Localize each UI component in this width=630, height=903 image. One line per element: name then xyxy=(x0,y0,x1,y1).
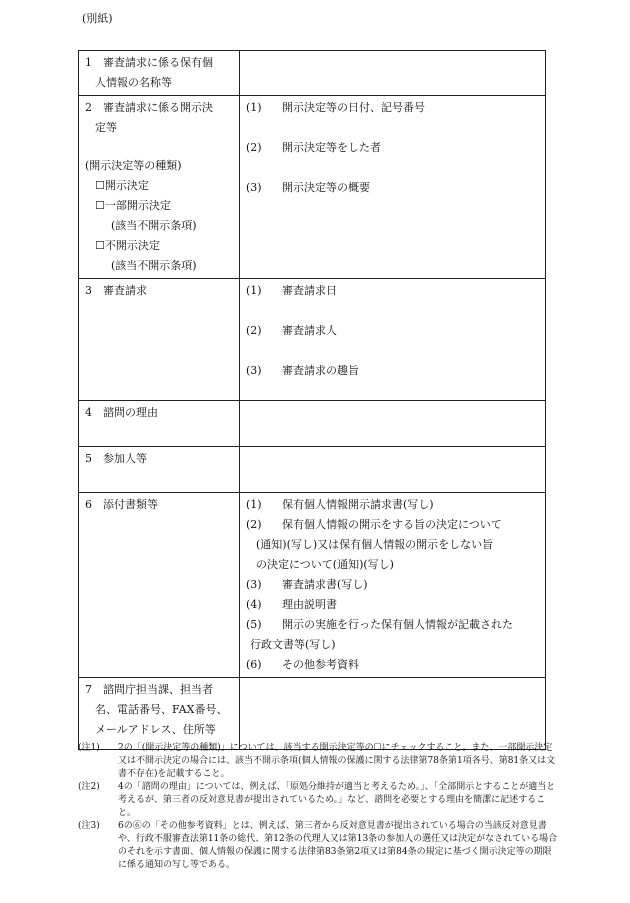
nondisclosure-clause-label: (該当不開示条項) xyxy=(111,259,197,272)
footnote xyxy=(78,781,558,820)
label-line: 4 諮問の理由 xyxy=(85,406,158,419)
nondisclosure-clause-label: (該当不開示条項) xyxy=(111,219,197,232)
label-line: メールアドレス、住所等 xyxy=(95,723,216,736)
checkbox-partial-disclosure[interactable]: ☐一部開示決定 xyxy=(95,199,171,212)
checkbox-nondisclosure[interactable]: ☐不開示決定 xyxy=(95,239,160,252)
checkbox-full-disclosure[interactable]: ☐開示決定 xyxy=(95,179,149,192)
decision-type-heading: (開示決定等の種類) xyxy=(85,159,182,172)
content-item-continuation: の決定について(通知)(写し) xyxy=(256,558,394,571)
footnote-text: 6の⑥の「その他参考資料」とは、例えば、第三者から反対意見書が提出されている場合の当該反対意見書や、行政不服審査法第11条の総代、第12条の代理人又は第13条の参加人の選任又は決定がなされている場合のそれを示す書面、個人情報の保護に関する法律第83条第2項又は第84条の規定に基づく開示決定等の期限に係る通知の写し等である。 xyxy=(118,821,558,870)
row-disclosure-decision xyxy=(79,96,546,279)
label-line: 7 諮問庁担当課、担当者 xyxy=(85,683,213,696)
content-item: (3) 審査請求の趣旨 xyxy=(246,364,359,377)
label-line: 定等 xyxy=(95,121,117,134)
attachment-label: (別紙) xyxy=(82,12,113,25)
row-participants xyxy=(79,447,546,493)
footnote-text: 4の「諮問の理由」については、例えば、「原処分維持が適当と考えるため。」、「全部開示とすることが適当と考えるが、第三者の反対意見書が提出されているため。」など、諮問を必要とする理由を簡潔に記述すること。 xyxy=(118,782,556,818)
content-item: (4) 理由説明書 xyxy=(246,598,337,611)
content-item: (2) 審査請求人 xyxy=(246,324,337,337)
label-line: 6 添付書類等 xyxy=(85,498,158,511)
row-content xyxy=(240,493,546,678)
label-line: 3 審査請求 xyxy=(85,284,147,297)
row-content-empty[interactable] xyxy=(240,51,546,96)
footnote-label: (注2) xyxy=(78,782,100,792)
label-line: 名、電話番号、FAX番号、 xyxy=(95,703,228,716)
label-line: 2 審査請求に係る開示決 xyxy=(85,101,213,114)
content-item: (2) 保有個人情報の開示をする旨の決定について xyxy=(246,518,502,531)
row-label xyxy=(79,401,240,447)
row-content-empty[interactable] xyxy=(240,401,546,447)
content-item: (3) 審査請求書(写し) xyxy=(246,578,368,591)
content-item: (5) 開示の実施を行った保有個人情報が記載された xyxy=(246,618,513,631)
footnote-label: (注1) xyxy=(78,743,100,753)
footnote xyxy=(78,742,558,781)
row-label xyxy=(79,493,240,678)
row-content-empty[interactable] xyxy=(240,678,546,750)
row-label xyxy=(79,96,240,279)
label-line: 5 参加人等 xyxy=(85,452,147,465)
content-item: (1) 保有個人情報開示請求書(写し) xyxy=(246,498,434,511)
row-content-empty[interactable] xyxy=(240,447,546,493)
content-item: (3) 開示決定等の概要 xyxy=(246,181,370,194)
row-label xyxy=(79,279,240,401)
content-item-continuation: 行政文書等(写し) xyxy=(250,638,336,651)
row-content xyxy=(240,96,546,279)
row-label xyxy=(79,51,240,96)
row-label xyxy=(79,447,240,493)
footnote-text: 2の「(開示決定等の種類)」については、該当する開示決定等の☐にチェックすること。また、一部開示決定又は不開示決定の場合には、該当不開示条項(個人情報の保護に関する法律第78条第1項各号、第81条又は文書不存在)を記載すること。 xyxy=(118,743,556,779)
content-item-continuation: (通知)(写し)又は保有個人情報の開示をしない旨 xyxy=(256,538,494,551)
content-item: (2) 開示決定等をした者 xyxy=(246,141,381,154)
label-line: 人情報の名称等 xyxy=(95,76,172,89)
footnote-label: (注3) xyxy=(78,821,100,831)
footnotes xyxy=(78,742,558,872)
label-line: 1 審査請求に係る保有個 xyxy=(85,56,213,69)
content-item: (1) 開示決定等の日付、記号番号 xyxy=(246,101,425,114)
row-review-request xyxy=(79,279,546,401)
footnote xyxy=(78,820,558,872)
row-content xyxy=(240,279,546,401)
consultation-form-table xyxy=(78,50,546,750)
content-item: (1) 審査請求日 xyxy=(246,284,337,297)
content-item: (6) その他参考資料 xyxy=(246,658,359,671)
row-consultation-reason xyxy=(79,401,546,447)
row-attached-documents xyxy=(79,493,546,678)
row-personal-info-name xyxy=(79,51,546,96)
row-contact-info xyxy=(79,678,546,750)
row-label xyxy=(79,678,240,750)
